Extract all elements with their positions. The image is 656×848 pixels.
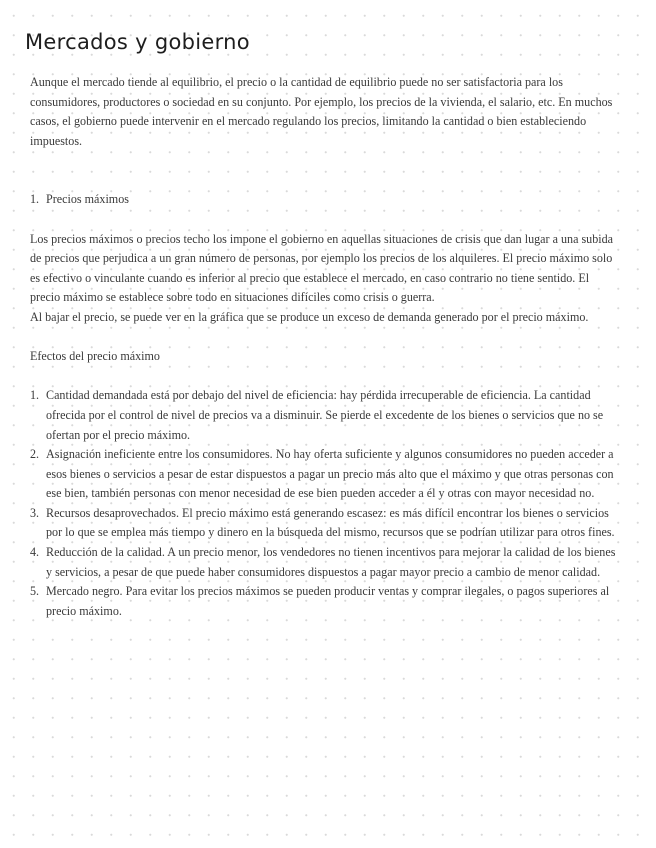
list-item-number: 2. xyxy=(30,447,40,462)
list-item xyxy=(30,445,616,504)
list-item xyxy=(30,386,616,445)
section-number: 1. xyxy=(30,192,40,207)
note-content xyxy=(30,73,616,621)
section-heading-precios-maximos xyxy=(30,190,616,210)
spacer xyxy=(30,328,616,348)
list-item xyxy=(30,582,616,621)
list-item xyxy=(30,543,616,582)
list-item-text: Reducción de la calidad. A un precio menor, los vendedores no tienen incentivos para mejorar la calidad de los bienes y servicios, a pesar de que puede haber consumidores dispuestos a pagar mayor precio a cambio de menor calidad. xyxy=(46,545,616,579)
list-item-text: Mercado negro. Para evitar los precios máximos se pueden producir ventas y comprar ilegales, o pagos superiores al precio máximo. xyxy=(46,584,610,618)
page-title: Mercados y gobierno xyxy=(25,30,250,54)
list-item-number: 5. xyxy=(30,584,40,599)
list-item-number: 4. xyxy=(30,545,40,560)
spacer xyxy=(30,151,616,190)
effects-list xyxy=(30,386,616,621)
spacer xyxy=(30,367,616,387)
exceso-demanda-paragraph: Al bajar el precio, se puede ver en la gráfica que se produce un exceso de demanda generado por el precio máximo. xyxy=(30,309,589,324)
spacer xyxy=(30,210,616,230)
list-item-text: Cantidad demandada está por debajo del nivel de eficiencia: hay pérdida irrecuperable de eficiencia. La cantidad ofrecida por el control de nivel de precios va a disminuir. Se pierde el excedente de los bienes o servicios que no se ofertan por el precio máximo. xyxy=(46,388,604,442)
list-item-text: Recursos desaprovechados. El precio máximo está generando escasez: es más difícil encontrar los bienes o servicios por lo que se emplea más tiempo y dinero en la búsqueda del mismo, recursos que se podrían utilizar para otros fines. xyxy=(46,505,615,540)
list-item-number: 3. xyxy=(30,505,40,520)
list-item xyxy=(30,504,616,543)
intro-paragraph: Aunque el mercado tiende al equilibrio, el precio o la cantidad de equilibrio puede no ser satisfactoria para los consumidores, productores o sociedad en su conjunto. Por ejemplo, los precios de la vivienda, el salario, etc. En muchos casos, el gobierno puede intervenir en el mercado regulando los precios, limitando la cantidad o bien estableciendo impuestos. xyxy=(30,75,613,148)
list-item-number: 1. xyxy=(30,388,40,403)
section-heading-text: Precios máximos xyxy=(46,192,129,207)
list-item-text: Asignación ineficiente entre los consumidores. No hay oferta suficiente y algunos consumidores no pueden acceder a esos bienes o servicios a pesar de estar dispuestos a pagar un precio más alto que el máximo y que otras personas con ese bien, también personas con menor necesidad de ese bien pueden acceder a él y otras con mayor necesidad no. xyxy=(46,447,614,501)
effects-heading: Efectos del precio máximo xyxy=(30,349,160,364)
precios-maximos-paragraph: Los precios máximos o precios techo los impone el gobierno en aquellas situaciones de crisis que dan lugar a una subida de precios que perjudica a un gran número de personas, por ejemplo los precios de los alquileres. El precio máximo solo es efectivo o vinculante cuando es inferior al precio que establece el mercado, en caso contrario no tiene sentido. El precio máximo se establece sobre todo en situaciones difíciles como crisis o guerra. xyxy=(30,231,614,305)
